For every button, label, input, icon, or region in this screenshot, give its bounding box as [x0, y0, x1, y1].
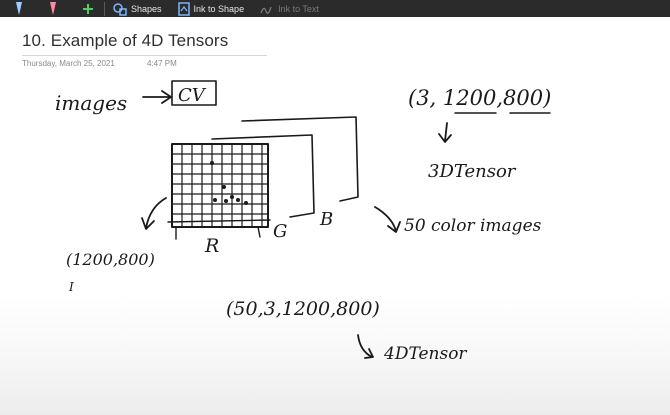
- ink-color-images-label: 50 color images: [404, 216, 542, 236]
- shapes-button[interactable]: [113, 0, 162, 17]
- ink-images-label: images: [55, 91, 128, 115]
- ink-to-text-label: Ink to Text: [278, 3, 319, 14]
- pen-tool[interactable]: [14, 0, 24, 17]
- ink-4d-shape: (50,3,1200,800): [226, 298, 380, 320]
- add-pen-icon: [82, 3, 94, 15]
- ink-text-cursor: I: [69, 280, 74, 294]
- ink-to-text-icon: [260, 3, 274, 15]
- ink-arrow-to-2d: [142, 198, 166, 229]
- ink-cv-label: CV: [178, 85, 205, 106]
- ink-3d-shape: (3, 1200,800): [408, 86, 552, 110]
- ink-frame-g: [212, 135, 314, 217]
- page-title[interactable]: 10. Example of 4D Tensors: [22, 31, 229, 50]
- ink-3d-tensor-label: 3DTensor: [428, 161, 516, 182]
- ink-canvas[interactable]: [0, 17, 670, 415]
- ink-arrow-4d: [358, 335, 373, 358]
- ink-to-text-button[interactable]: [260, 0, 319, 17]
- page-date: Thursday, March 25, 2021: [22, 59, 115, 68]
- ink-label-r: R: [205, 235, 220, 257]
- ribbon-toolbar: [0, 0, 670, 17]
- page-time: 4:47 PM: [147, 59, 177, 68]
- ink-label-b: B: [320, 209, 334, 230]
- add-pen-button[interactable]: [82, 0, 94, 17]
- note-page[interactable]: [0, 17, 670, 415]
- shapes-icon: [113, 2, 127, 16]
- ink-to-shape-button[interactable]: [178, 0, 245, 17]
- highlighter-tool[interactable]: [48, 0, 58, 17]
- ink-2d-shape: (1200,800): [66, 250, 155, 269]
- ink-4d-tensor-label: 4DTensor: [384, 344, 467, 364]
- ink-arrow-color-images: [375, 207, 400, 232]
- ink-to-shape-icon: [178, 2, 190, 16]
- shapes-label: Shapes: [131, 3, 162, 14]
- ink-label-g: G: [273, 221, 288, 242]
- ink-to-shape-label: Ink to Shape: [193, 3, 245, 14]
- ink-arrow-down: [439, 123, 451, 142]
- ink-grid-r: [168, 144, 270, 239]
- ink-arrow-to-cv: [143, 91, 171, 103]
- pen-icon: [14, 2, 24, 16]
- ink-frame-b: [242, 117, 358, 201]
- highlighter-icon: [48, 2, 58, 16]
- toolbar-separator: [104, 2, 105, 16]
